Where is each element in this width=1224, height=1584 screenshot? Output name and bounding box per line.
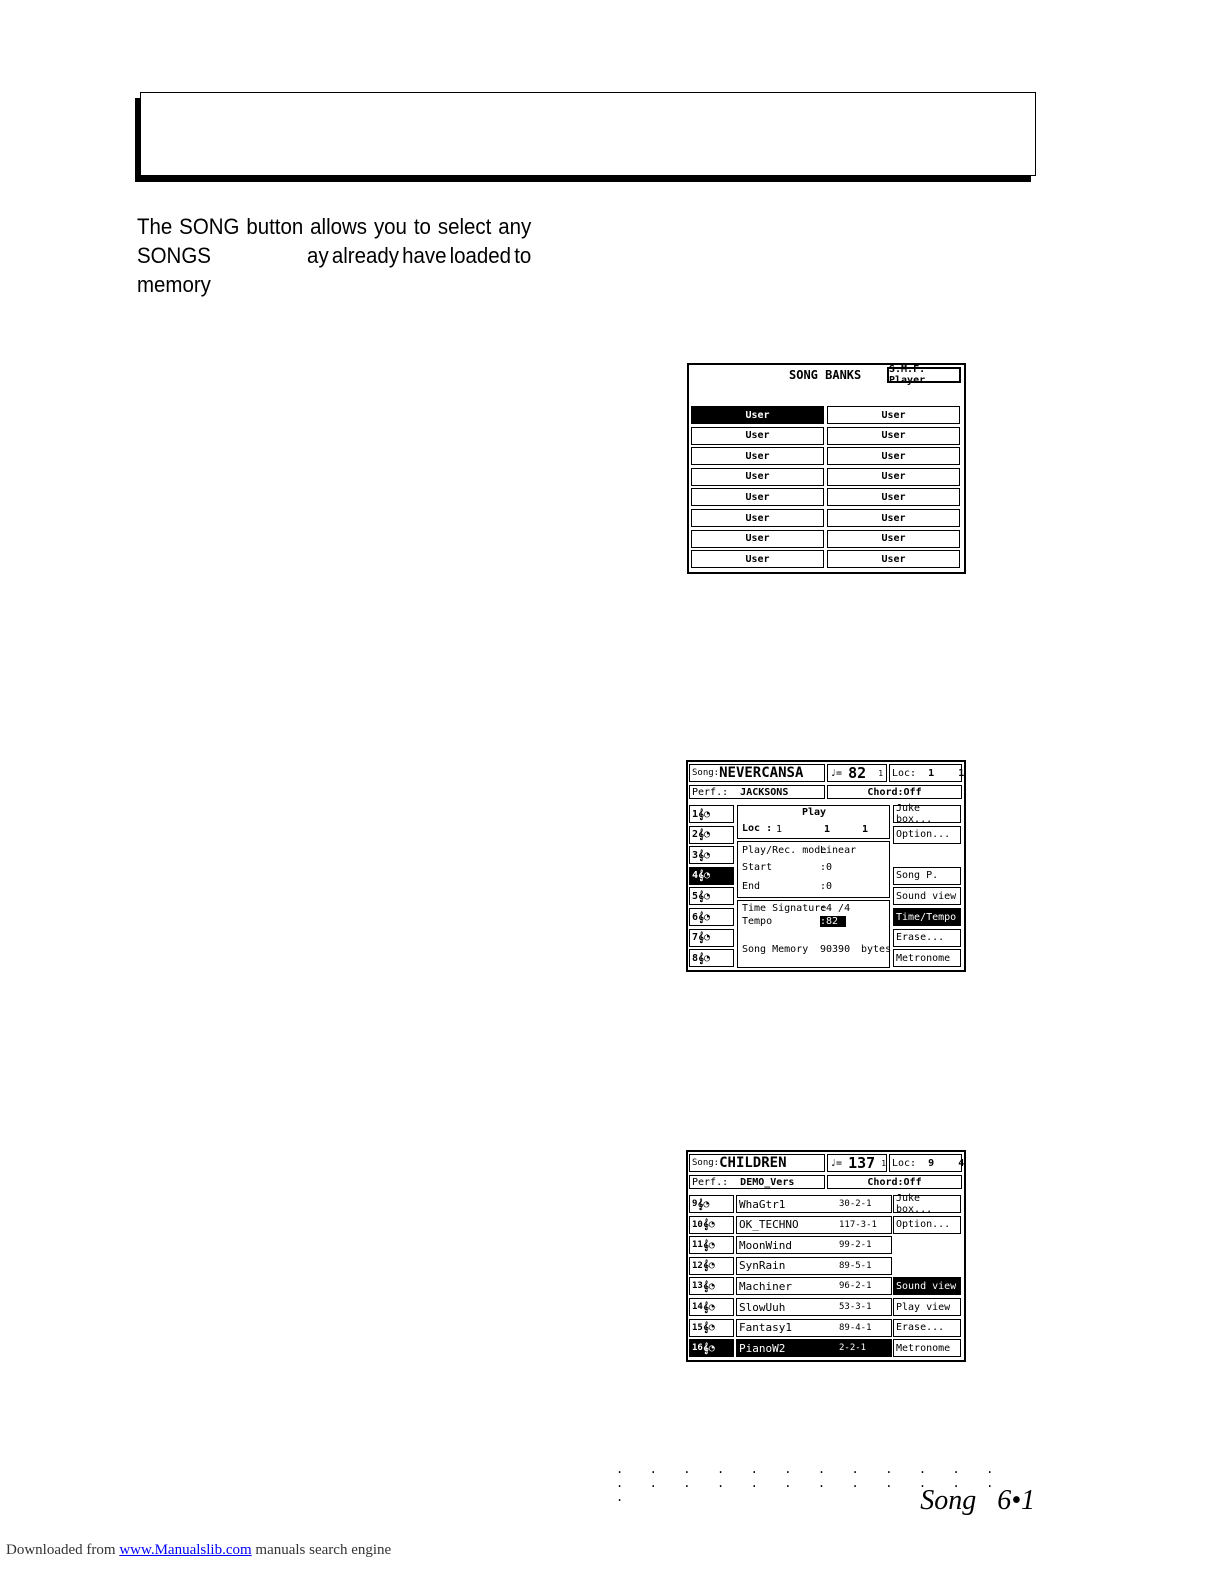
menu-item[interactable]: Metronome bbox=[893, 949, 961, 967]
menu-item[interactable]: Sound view bbox=[893, 1277, 961, 1295]
track-number: 8 bbox=[692, 952, 699, 964]
timing-panel: Time Signature :4 /4 Tempo :82 Song Memory 90390 bytes bbox=[737, 900, 890, 968]
mode-panel: Play/Rec. mode Linear Start :0 End :0 bbox=[737, 841, 890, 898]
menu-item[interactable]: Option... bbox=[893, 1216, 961, 1234]
sound-name: PianoW2 bbox=[739, 1341, 786, 1355]
track-number: 1 bbox=[692, 808, 699, 820]
track-number: 5 bbox=[692, 890, 699, 902]
track-button[interactable] bbox=[689, 1257, 734, 1275]
intro-line-2: SONGS ay already have loaded to bbox=[137, 243, 532, 268]
loc-box: Loc: 1 1 bbox=[889, 764, 962, 782]
tempo-value: 137 bbox=[848, 1154, 876, 1172]
bank-button[interactable]: User bbox=[691, 550, 824, 568]
sound-row[interactable] bbox=[736, 1277, 892, 1295]
bank-button[interactable]: User bbox=[827, 509, 960, 527]
track-status-icon: 𝄞◔ bbox=[702, 1301, 715, 1313]
perf-box: Perf.: JACKSONS bbox=[689, 785, 825, 799]
sound-row[interactable] bbox=[736, 1195, 892, 1213]
track-button[interactable] bbox=[689, 887, 734, 905]
track-status-icon: 𝄞◔ bbox=[698, 829, 710, 841]
track-number: 12 bbox=[692, 1260, 703, 1271]
bank-button[interactable]: User bbox=[691, 468, 824, 486]
sound-name: Fantasy1 bbox=[739, 1321, 792, 1335]
track-button[interactable] bbox=[689, 846, 734, 864]
end-value[interactable]: :0 bbox=[820, 881, 833, 892]
track-status-icon: 𝄞◔ bbox=[698, 952, 710, 964]
chord-box: Chord:Off bbox=[827, 785, 962, 799]
track-button[interactable] bbox=[689, 929, 734, 947]
sound-row[interactable] bbox=[736, 1339, 892, 1357]
track-status-icon: 𝄞◔ bbox=[698, 849, 710, 861]
sound-row[interactable] bbox=[736, 1298, 892, 1316]
track-status-icon: 𝄞◔ bbox=[702, 1322, 715, 1334]
track-number: 9 bbox=[692, 1199, 698, 1209]
bank-button[interactable]: User bbox=[691, 406, 824, 424]
track-button[interactable] bbox=[689, 1339, 734, 1357]
tempo-box: ♩= 137 1 bbox=[827, 1154, 887, 1172]
track-status-icon: 𝄞◔ bbox=[698, 932, 710, 944]
track-button[interactable] bbox=[689, 949, 734, 967]
timesig-value[interactable]: :4 /4 bbox=[820, 903, 851, 914]
sound-row[interactable] bbox=[736, 1216, 892, 1234]
menu-item[interactable]: Metronome bbox=[893, 1339, 961, 1357]
sound-bank-value: 89-5-1 bbox=[839, 1260, 872, 1271]
track-status-icon: 𝄞◔ bbox=[698, 808, 710, 820]
track-status-icon: 𝄞◔ bbox=[698, 911, 710, 923]
track-status-icon: 𝄞◔ bbox=[702, 1239, 715, 1251]
bank-button[interactable]: User bbox=[691, 509, 824, 527]
track-button[interactable] bbox=[689, 1236, 734, 1254]
menu-item[interactable]: Option... bbox=[893, 826, 961, 844]
song-banks-title: SONG BANKS bbox=[789, 368, 862, 382]
track-number: 16 bbox=[692, 1343, 703, 1354]
track-status-icon: 𝄞◔ bbox=[697, 1198, 710, 1210]
tempo-box: ♩= 82 1 bbox=[827, 764, 887, 782]
song-name-box: Song: NEVERCANSA bbox=[689, 764, 825, 782]
intro-line-3: memory bbox=[137, 272, 211, 297]
track-status-icon: 𝄞◔ bbox=[702, 1260, 715, 1272]
tempo-value: 82 bbox=[848, 764, 867, 782]
menu-item[interactable]: Sound view bbox=[893, 887, 961, 905]
mode-value[interactable]: Linear bbox=[820, 845, 857, 856]
sound-bank-value: 96-2-1 bbox=[839, 1281, 872, 1292]
sound-name: Machiner bbox=[739, 1279, 792, 1293]
track-number: 4 bbox=[692, 870, 699, 882]
sound-name: WhaGtr1 bbox=[739, 1197, 786, 1211]
sound-view-screen bbox=[686, 1150, 966, 1362]
bank-button[interactable]: User bbox=[691, 530, 824, 548]
track-status-icon: 𝄞◔ bbox=[698, 890, 710, 902]
menu-item[interactable]: Juke box... bbox=[893, 1195, 961, 1213]
menu-item[interactable]: Time/Tempo bbox=[893, 908, 961, 926]
song-name: CHILDREN bbox=[719, 1155, 787, 1171]
track-button[interactable] bbox=[689, 1216, 734, 1234]
track-button[interactable] bbox=[689, 1195, 734, 1213]
track-number: 6 bbox=[692, 911, 699, 923]
track-status-icon: 𝄞◔ bbox=[702, 1280, 715, 1292]
source-line: Downloaded from www.Manualslib.com manuals search engine bbox=[6, 1542, 392, 1558]
sound-bank-value: 53-3-1 bbox=[839, 1302, 872, 1312]
bank-button[interactable]: User bbox=[691, 447, 824, 465]
track-status-icon: 𝄞◔ bbox=[702, 1342, 715, 1354]
sound-bank-value: 2-2-1 bbox=[839, 1343, 867, 1354]
track-number: 3 bbox=[692, 849, 699, 861]
sound-name: OK_TECHNO bbox=[739, 1218, 799, 1232]
track-button[interactable] bbox=[689, 1319, 734, 1337]
play-panel: Play Loc : 1 1 1 bbox=[737, 805, 890, 839]
start-value[interactable]: :0 bbox=[820, 862, 833, 873]
intro-paragraph bbox=[137, 212, 531, 299]
play-screen bbox=[686, 760, 966, 972]
track-button[interactable] bbox=[689, 1298, 734, 1316]
source-link[interactable]: www.Manualslib.com bbox=[119, 1542, 252, 1558]
sound-row[interactable] bbox=[736, 1236, 892, 1254]
track-number: 11 bbox=[692, 1240, 703, 1251]
bank-button[interactable]: User bbox=[827, 488, 960, 506]
sound-bank-value: 99-2-1 bbox=[839, 1240, 872, 1251]
bank-button[interactable]: User bbox=[691, 427, 824, 445]
loc-box: Loc: 9 4 bbox=[889, 1154, 962, 1172]
track-number: 13 bbox=[692, 1281, 703, 1292]
page-number: Song 6•1 bbox=[920, 1485, 1035, 1516]
song-name-box: Song: CHILDREN bbox=[689, 1154, 825, 1172]
bank-button[interactable]: User bbox=[827, 550, 960, 568]
menu-item[interactable]: Erase... bbox=[893, 1319, 961, 1337]
bank-button[interactable]: User bbox=[827, 406, 960, 424]
track-number: 14 bbox=[692, 1302, 703, 1312]
sound-bank-value: 89-4-1 bbox=[839, 1322, 872, 1333]
sound-row[interactable] bbox=[736, 1319, 892, 1337]
bank-button[interactable]: User bbox=[827, 468, 960, 486]
chord-box: Chord:Off bbox=[827, 1175, 962, 1189]
menu-item[interactable]: Song P. bbox=[893, 867, 961, 885]
menu-item[interactable]: Play view bbox=[893, 1298, 961, 1316]
sound-name: SynRain bbox=[739, 1259, 786, 1273]
menu-item[interactable]: Juke box... bbox=[893, 805, 961, 823]
song-banks-screen bbox=[687, 363, 966, 574]
sound-name: SlowUuh bbox=[739, 1300, 786, 1314]
sound-row[interactable] bbox=[736, 1257, 892, 1275]
track-status-icon: 𝄞◔ bbox=[702, 1219, 715, 1231]
track-button[interactable] bbox=[689, 805, 734, 823]
sound-bank-value: 30-2-1 bbox=[839, 1199, 872, 1209]
bank-button[interactable]: User bbox=[827, 447, 960, 465]
track-number: 7 bbox=[692, 932, 699, 944]
intro-line-1: The SONG button allows you to select any bbox=[137, 214, 532, 239]
bank-button[interactable]: User bbox=[827, 530, 960, 548]
perf-box: Perf.: DEMO_Vers bbox=[689, 1175, 825, 1189]
chapter-title-box bbox=[140, 92, 1036, 176]
track-button[interactable] bbox=[689, 867, 734, 885]
track-button[interactable] bbox=[689, 1277, 734, 1295]
menu-item[interactable]: Erase... bbox=[893, 929, 961, 947]
track-status-icon: 𝄞◔ bbox=[698, 870, 710, 882]
track-button[interactable] bbox=[689, 826, 734, 844]
track-button[interactable] bbox=[689, 908, 734, 926]
tempo-field[interactable]: :82 bbox=[820, 916, 846, 927]
track-number: 15 bbox=[692, 1322, 703, 1333]
sound-bank-value: 117-3-1 bbox=[839, 1219, 877, 1230]
bank-button[interactable]: User bbox=[827, 427, 960, 445]
bank-button[interactable]: User bbox=[691, 488, 824, 506]
track-number: 10 bbox=[692, 1219, 703, 1230]
footer-dots: . . . . . . . . . . . . . . . . . . . . . . . . . bbox=[616, 1462, 1003, 1504]
smf-player-button[interactable]: S.M.F. Player bbox=[887, 367, 961, 383]
sound-name: MoonWind bbox=[739, 1238, 792, 1252]
track-number: 2 bbox=[692, 829, 699, 841]
song-name: NEVERCANSA bbox=[719, 765, 804, 781]
